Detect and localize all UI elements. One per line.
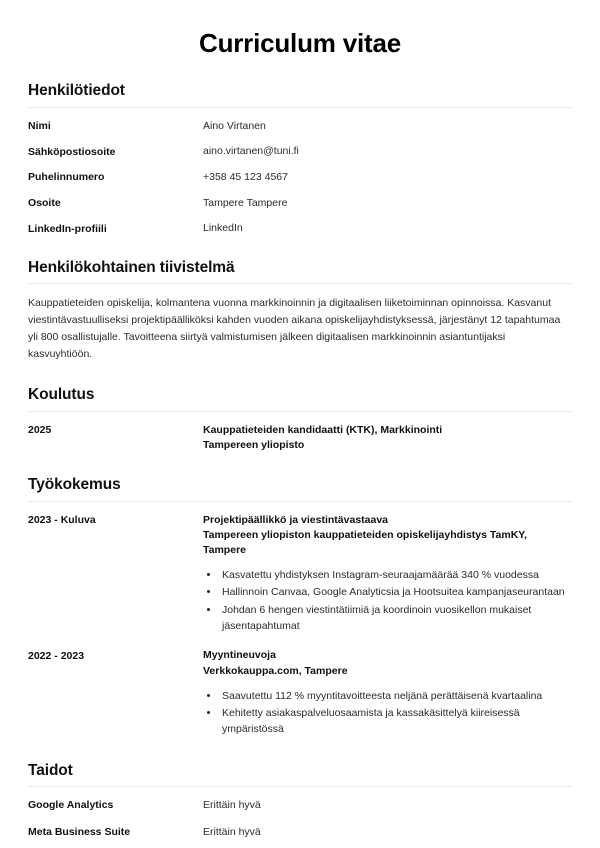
experience-entry xyxy=(28,648,572,738)
skill-row xyxy=(28,825,572,840)
list-item: • Kasvatettu yhdistyksen Instagram-seuraajamäärää 340 % vuodessa xyxy=(220,567,572,583)
experience-entry-body xyxy=(203,513,572,636)
section-education xyxy=(28,385,572,453)
section-heading-personal-details: Henkilötiedot xyxy=(28,82,125,100)
experience-entry-bullets xyxy=(203,567,572,634)
personal-detail-label: Puhelinnumero xyxy=(28,171,105,184)
section-skills xyxy=(28,761,572,840)
list-item: • Johdan 6 hengen viestintätiimiä ja koordinoin vuosikellon mukaiset jäsentapahtumat xyxy=(220,602,572,635)
section-heading-skills: Taidot xyxy=(28,761,73,779)
section-divider xyxy=(28,411,572,412)
section-divider xyxy=(28,283,572,284)
section-heading-education: Koulutus xyxy=(28,386,95,404)
personal-detail-label: Nimi xyxy=(28,120,51,133)
education-entry-date: 2025 xyxy=(28,424,52,437)
skill-name: Meta Business Suite xyxy=(28,826,131,839)
skill-level: Erittäin hyvä xyxy=(203,798,261,811)
list-item: • Hallinnoin Canvaa, Google Analyticsia ja Hootsuitea kampanjaseurantaan xyxy=(220,584,572,600)
experience-entry-date: 2022 - 2023 xyxy=(28,649,85,662)
section-work-experience xyxy=(28,475,572,738)
personal-detail-label: Sähköpostiosoite xyxy=(28,145,116,158)
linkedin-profile-link[interactable]: LinkedIn xyxy=(203,222,243,235)
personal-detail-label: Osoite xyxy=(28,197,61,210)
section-divider xyxy=(28,786,572,787)
section-heading-personal-summary: Henkilökohtainen tiivistelmä xyxy=(28,259,235,276)
experience-entry-employer: Verkkokauppa.com, Tampere xyxy=(203,664,348,677)
experience-entry-date: 2023 - Kuluva xyxy=(28,514,96,527)
section-divider xyxy=(28,501,572,502)
personal-detail-value: +358 45 123 4567 xyxy=(203,170,288,183)
experience-entry-bullets xyxy=(203,688,572,738)
personal-detail-value: Tampere Tampere xyxy=(203,196,288,209)
section-heading-work-experience: Työkokemus xyxy=(28,476,121,494)
education-entry-institution: Tampereen yliopisto xyxy=(203,438,305,451)
section-divider xyxy=(28,107,572,108)
list-item: • Kehitetty asiakaspalveluosaamista ja kassakäsittelyä kiireisessä ympäristössä xyxy=(220,705,572,738)
personal-detail-row xyxy=(28,144,572,159)
skill-name: Google Analytics xyxy=(28,799,114,812)
experience-entry xyxy=(28,513,572,636)
experience-entry-body xyxy=(203,648,572,738)
personal-detail-value: aino.virtanen@tuni.fi xyxy=(203,145,299,158)
section-personal-details xyxy=(28,81,572,236)
skill-level: Erittäin hyvä xyxy=(203,825,261,838)
personal-detail-row xyxy=(28,119,572,134)
personal-detail-label: LinkedIn-profiili xyxy=(28,222,107,235)
section-personal-summary xyxy=(28,258,572,363)
personal-detail-value: Aino Virtanen xyxy=(203,119,266,132)
skill-row xyxy=(28,798,572,813)
page-title: Curriculum vitae xyxy=(199,28,401,58)
experience-entry-role: Projektipäällikkö ja viestintävastaava xyxy=(203,513,389,526)
education-entry-body xyxy=(203,423,572,453)
personal-detail-row xyxy=(28,170,572,185)
list-item: • Saavutettu 112 % myyntitavoitteesta neljänä perättäisenä kvartaalina xyxy=(220,688,572,704)
personal-detail-row xyxy=(28,221,572,236)
personal-summary-text: Kauppatieteiden opiskelija, kolmantena vuonna markkinoinnin ja digitaalisen liiketoiminnan opinnoissa. Kasvanut viestintävastuulliseksi projektipäälliköksi kahden vuoden aikana opiskelijayhdistyksessä, järjestänyt 12 tapahtumaa yli 800 osallistujalle. Tavoitteena siirtyä valmistumisen jälkeen digitaalisen markkinoinnin asiantuntijaksi kasvuyhtiöön. xyxy=(28,297,561,361)
education-entry xyxy=(28,423,572,453)
experience-entry-employer: Tampereen yliopiston kauppatieteiden opiskelijayhdistys TamKY, Tampere xyxy=(203,528,528,556)
personal-detail-row xyxy=(28,196,572,211)
education-entry-degree: Kauppatieteiden kandidaatti (KTK), Markkinointi xyxy=(203,423,443,436)
experience-entry-role: Myyntineuvoja xyxy=(203,649,276,662)
